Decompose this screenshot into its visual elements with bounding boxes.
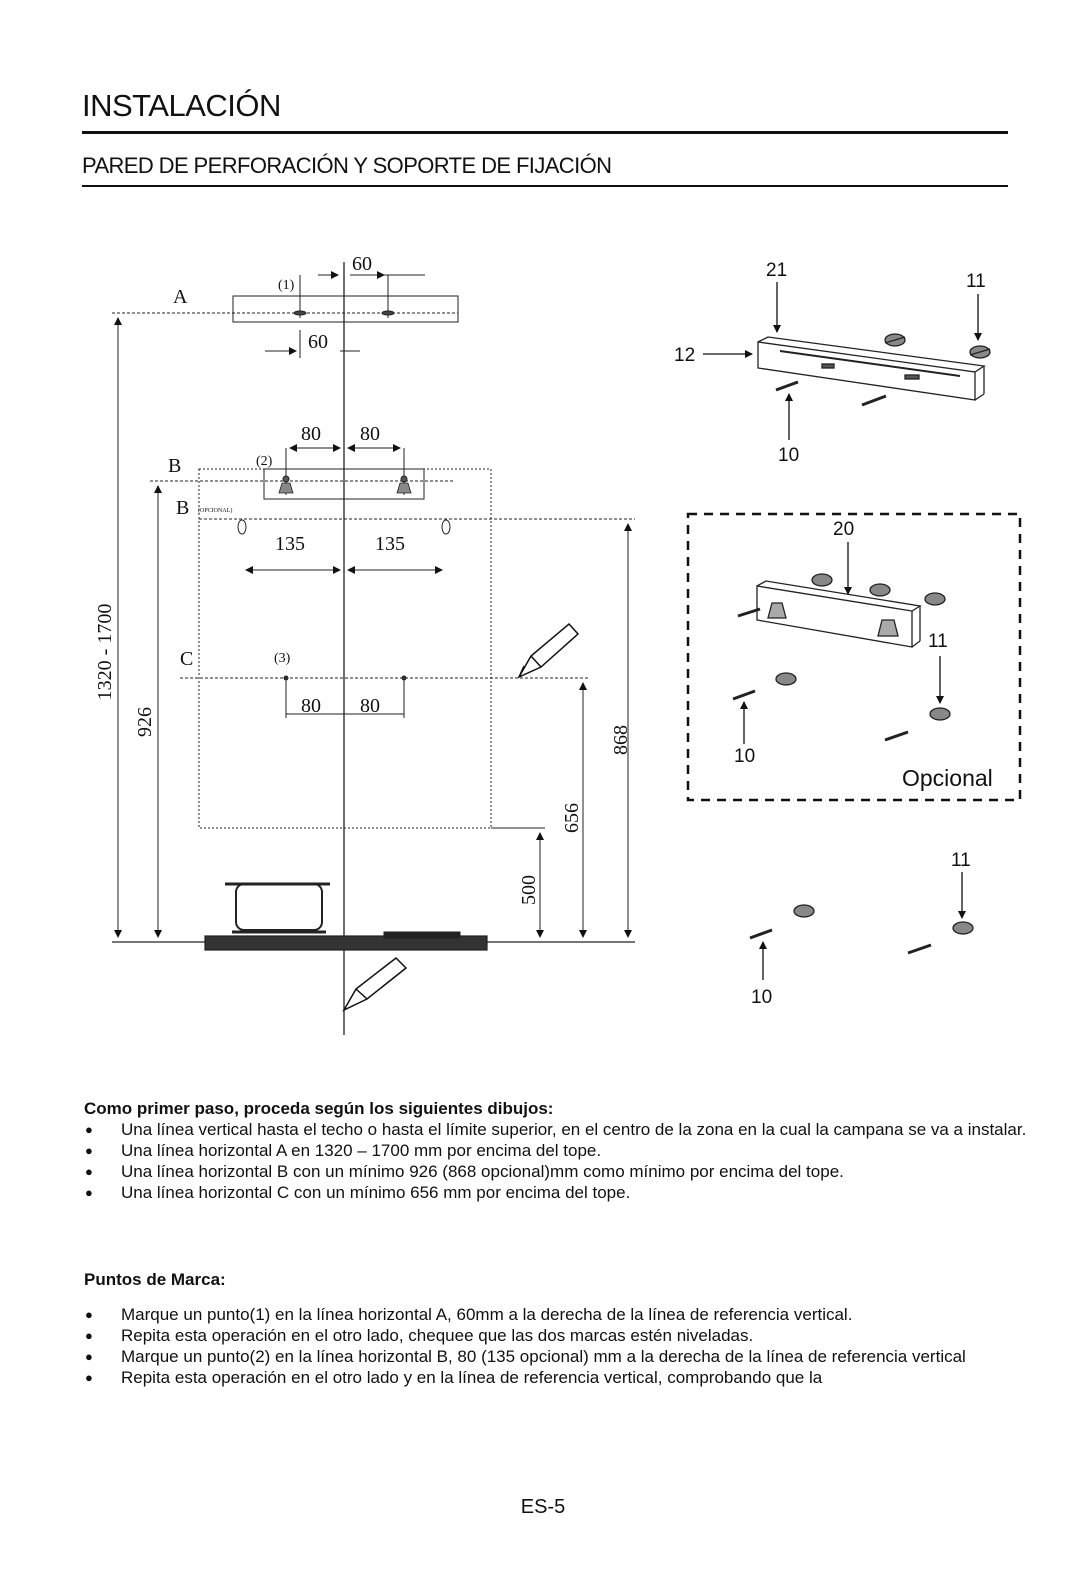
list-item: ● Una línea horizontal B con un mínimo 926 (868 opcional)mm como mínimo por encima del tope.	[84, 1161, 1034, 1182]
bracket-21-drawing	[758, 334, 990, 405]
dim-80-left: 80	[301, 423, 321, 445]
list-item: ● Una línea horizontal C con un mínimo 656 mm por encima del tope.	[84, 1182, 1034, 1203]
dim-80-right: 80	[360, 423, 380, 445]
page-number: ES-5	[520, 1496, 566, 1518]
list-item: ● Repita esta operación en el otro lado, chequee que las dos marcas estén niveladas.	[84, 1325, 1034, 1346]
screw-10-icon	[750, 930, 772, 938]
line-a-label: A	[173, 286, 188, 308]
part-20-label: 20	[833, 519, 855, 540]
anchor-11-icon	[953, 922, 973, 934]
anchor-11-icon	[794, 905, 814, 917]
marks-heading: Puntos de Marca:	[84, 1270, 226, 1289]
screw-10-icon	[776, 382, 798, 390]
anchor-11-icon	[870, 584, 890, 596]
part-10-label: 10	[778, 445, 800, 466]
optional-tag: (OPCIONAL)	[198, 508, 233, 514]
pot	[236, 884, 322, 930]
bracket-20-drawing	[733, 574, 950, 740]
section-title: PARED DE PERFORACIÓN Y SOPORTE DE FIJACIÓN	[82, 153, 612, 178]
hood-outline	[199, 469, 491, 828]
list-item: ● Repita esta operación en el otro lado y en la línea de referencia vertical, comprobando que la	[84, 1367, 1034, 1388]
list-item: ● Marque un punto(1) en la línea horizontal A, 60mm a la derecha de la línea de referencia vertical.	[84, 1304, 1034, 1325]
bracket-a-outline	[233, 296, 458, 322]
dim-60-top: 60	[352, 253, 372, 275]
part-11-optional-label: 11	[928, 631, 948, 652]
dim-80-c-right: 80	[360, 695, 380, 717]
line-b-label: B	[168, 455, 182, 477]
part-21-label: 21	[766, 260, 788, 281]
optional-label: Opcional	[902, 765, 993, 791]
screw-10-icon	[862, 396, 886, 405]
line-c-label: C	[180, 648, 194, 670]
screw-10-icon	[733, 691, 755, 699]
dim-60-bottom: 60	[308, 331, 328, 353]
dim-80-c-left: 80	[301, 695, 321, 717]
part-12-label: 12	[674, 345, 696, 366]
screw-10-icon	[885, 732, 908, 740]
dim-135-right: 135	[375, 533, 405, 555]
part-10-bottom-label: 10	[751, 987, 773, 1008]
dim-500: 500	[518, 875, 540, 905]
steps-list	[84, 1119, 1034, 1203]
steps-heading: Como primer paso, proceda según los siguientes dibujos:	[84, 1099, 554, 1118]
pencil-icon	[344, 958, 406, 1010]
point-1-label: (1)	[278, 278, 295, 293]
anchor-11-icon	[812, 574, 832, 586]
anchor-11-icon	[970, 346, 990, 358]
list-item: ● Marque un punto(2) en la línea horizontal B, 80 (135 opcional) mm a la derecha de la línea de referencia vertical	[84, 1346, 1034, 1367]
dim-868: 868	[610, 725, 632, 755]
list-item: ● Una línea vertical hasta el techo o hasta el límite superior, en el centro de la zona en la cual la campana se va a instalar.	[84, 1119, 1034, 1140]
dim-1320-1700: 1320 - 1700	[94, 603, 116, 701]
anchor-11-icon	[776, 673, 796, 685]
section-marks	[84, 1269, 1034, 1388]
section-steps	[84, 1098, 1034, 1203]
part-11-label: 11	[966, 271, 986, 292]
screw-10-icon	[908, 945, 931, 953]
dim-135-left: 135	[275, 533, 305, 555]
part-10-optional-label: 10	[734, 746, 756, 767]
pencil-icon	[519, 624, 578, 677]
anchor-11-icon	[925, 593, 945, 605]
point-2-label: (2)	[256, 454, 273, 469]
anchor-11-icon	[885, 334, 905, 346]
line-b-optional-label: B	[176, 497, 190, 519]
list-item: ● Una línea horizontal A en 1320 – 1700 mm por encima del tope.	[84, 1140, 1034, 1161]
dim-656: 656	[561, 803, 583, 833]
anchor-11-icon	[930, 708, 950, 720]
part-11-bottom-label: 11	[951, 850, 971, 871]
marks-list	[84, 1304, 1034, 1388]
dim-926: 926	[134, 707, 156, 737]
page-title: INSTALACIÓN	[82, 88, 281, 123]
point-3-label: (3)	[274, 651, 291, 666]
